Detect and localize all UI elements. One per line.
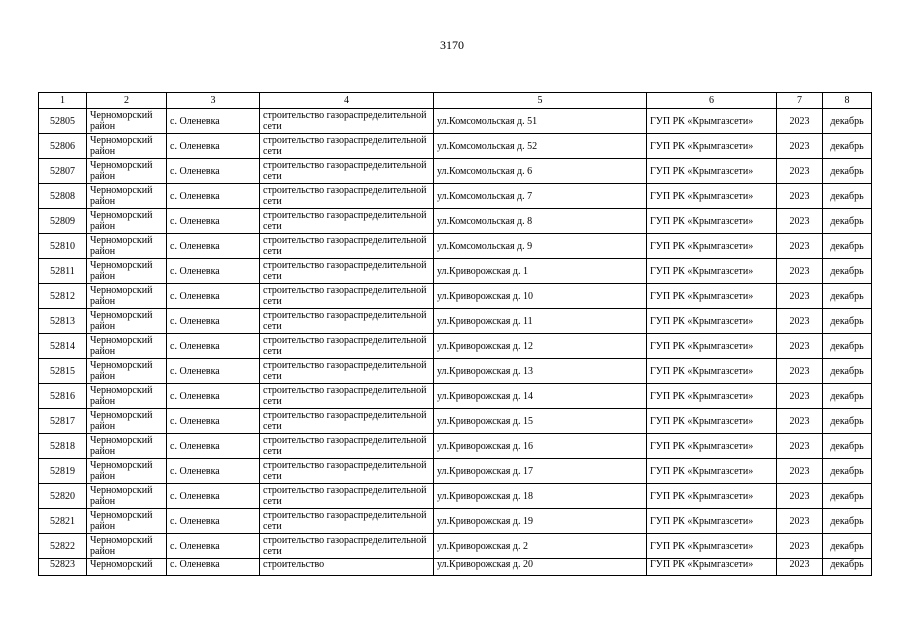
address-cell: ул.Криворожская д. 13 (434, 359, 647, 384)
column-header-1: 1 (39, 93, 87, 109)
table-row (39, 484, 872, 509)
village-cell: с. Оленевка (167, 234, 260, 259)
year-cell: 2023 (777, 534, 823, 559)
address-cell: ул.Криворожская д. 14 (434, 384, 647, 409)
year-cell: 2023 (777, 559, 823, 576)
table-row (39, 109, 872, 134)
year-cell: 2023 (777, 159, 823, 184)
table-row (39, 159, 872, 184)
row-number: 52820 (39, 484, 87, 509)
row-number: 52810 (39, 234, 87, 259)
table-row (39, 384, 872, 409)
address-cell: ул.Криворожская д. 1 (434, 259, 647, 284)
table-row (39, 134, 872, 159)
work-type-cell: строительство газораспределительной сети (260, 109, 434, 134)
table-body (39, 93, 872, 576)
table-row (39, 434, 872, 459)
address-cell: ул.Комсомольская д. 52 (434, 134, 647, 159)
district-cell: Черноморский район (87, 309, 167, 334)
row-number: 52821 (39, 509, 87, 534)
row-number: 52817 (39, 409, 87, 434)
village-cell: с. Оленевка (167, 309, 260, 334)
organization-cell: ГУП РК «Крымгазсети» (647, 334, 777, 359)
month-cell: декабрь (823, 159, 872, 184)
column-header-4: 4 (260, 93, 434, 109)
month-cell: декабрь (823, 409, 872, 434)
year-cell: 2023 (777, 109, 823, 134)
village-cell: с. Оленевка (167, 359, 260, 384)
table-row (39, 559, 872, 576)
gasification-table (38, 92, 872, 576)
year-cell: 2023 (777, 359, 823, 384)
village-cell: с. Оленевка (167, 384, 260, 409)
district-cell: Черноморский район (87, 159, 167, 184)
address-cell: ул.Криворожская д. 11 (434, 309, 647, 334)
address-cell: ул.Криворожская д. 17 (434, 459, 647, 484)
column-header-7: 7 (777, 93, 823, 109)
organization-cell: ГУП РК «Крымгазсети» (647, 484, 777, 509)
village-cell: с. Оленевка (167, 334, 260, 359)
table-row (39, 209, 872, 234)
year-cell: 2023 (777, 309, 823, 334)
work-type-cell: строительство (260, 559, 434, 576)
work-type-cell: строительство газораспределительной сети (260, 234, 434, 259)
address-cell: ул.Криворожская д. 20 (434, 559, 647, 576)
column-header-8: 8 (823, 93, 872, 109)
year-cell: 2023 (777, 434, 823, 459)
village-cell: с. Оленевка (167, 159, 260, 184)
month-cell: декабрь (823, 284, 872, 309)
district-cell: Черноморский район (87, 359, 167, 384)
table-row (39, 234, 872, 259)
work-type-cell: строительство газораспределительной сети (260, 134, 434, 159)
district-cell: Черноморский район (87, 134, 167, 159)
table-row (39, 359, 872, 384)
row-number: 52805 (39, 109, 87, 134)
address-cell: ул.Криворожская д. 15 (434, 409, 647, 434)
month-cell: декабрь (823, 559, 872, 576)
district-cell: Черноморский район (87, 284, 167, 309)
village-cell: с. Оленевка (167, 409, 260, 434)
year-cell: 2023 (777, 509, 823, 534)
header-row (39, 93, 872, 109)
month-cell: декабрь (823, 134, 872, 159)
address-cell: ул.Комсомольская д. 9 (434, 234, 647, 259)
organization-cell: ГУП РК «Крымгазсети» (647, 209, 777, 234)
district-cell: Черноморский район (87, 259, 167, 284)
organization-cell: ГУП РК «Крымгазсети» (647, 159, 777, 184)
address-cell: ул.Криворожская д. 10 (434, 284, 647, 309)
work-type-cell: строительство газораспределительной сети (260, 259, 434, 284)
organization-cell: ГУП РК «Крымгазсети» (647, 384, 777, 409)
month-cell: декабрь (823, 359, 872, 384)
organization-cell: ГУП РК «Крымгазсети» (647, 359, 777, 384)
work-type-cell: строительство газораспределительной сети (260, 509, 434, 534)
table-row (39, 459, 872, 484)
month-cell: декабрь (823, 434, 872, 459)
village-cell: с. Оленевка (167, 534, 260, 559)
village-cell: с. Оленевка (167, 434, 260, 459)
district-cell: Черноморский район (87, 484, 167, 509)
address-cell: ул.Криворожская д. 18 (434, 484, 647, 509)
work-type-cell: строительство газораспределительной сети (260, 409, 434, 434)
work-type-cell: строительство газораспределительной сети (260, 484, 434, 509)
organization-cell: ГУП РК «Крымгазсети» (647, 109, 777, 134)
organization-cell: ГУП РК «Крымгазсети» (647, 309, 777, 334)
month-cell: декабрь (823, 534, 872, 559)
row-number: 52811 (39, 259, 87, 284)
district-cell: Черноморский район (87, 434, 167, 459)
row-number: 52819 (39, 459, 87, 484)
month-cell: декабрь (823, 259, 872, 284)
work-type-cell: строительство газораспределительной сети (260, 309, 434, 334)
table-row (39, 409, 872, 434)
column-header-2: 2 (87, 93, 167, 109)
district-cell: Черноморский район (87, 109, 167, 134)
organization-cell: ГУП РК «Крымгазсети» (647, 534, 777, 559)
row-number: 52816 (39, 384, 87, 409)
table-row (39, 334, 872, 359)
address-cell: ул.Комсомольская д. 51 (434, 109, 647, 134)
row-number: 52809 (39, 209, 87, 234)
year-cell: 2023 (777, 134, 823, 159)
organization-cell: ГУП РК «Крымгазсети» (647, 459, 777, 484)
district-cell: Черноморский (87, 559, 167, 576)
work-type-cell: строительство газораспределительной сети (260, 534, 434, 559)
row-number: 52806 (39, 134, 87, 159)
organization-cell: ГУП РК «Крымгазсети» (647, 409, 777, 434)
work-type-cell: строительство газораспределительной сети (260, 384, 434, 409)
district-cell: Черноморский район (87, 409, 167, 434)
year-cell: 2023 (777, 334, 823, 359)
village-cell: с. Оленевка (167, 259, 260, 284)
district-cell: Черноморский район (87, 534, 167, 559)
address-cell: ул.Комсомольская д. 8 (434, 209, 647, 234)
work-type-cell: строительство газораспределительной сети (260, 359, 434, 384)
year-cell: 2023 (777, 284, 823, 309)
row-number: 52807 (39, 159, 87, 184)
district-cell: Черноморский район (87, 509, 167, 534)
organization-cell: ГУП РК «Крымгазсети» (647, 434, 777, 459)
year-cell: 2023 (777, 409, 823, 434)
work-type-cell: строительство газораспределительной сети (260, 334, 434, 359)
row-number: 52808 (39, 184, 87, 209)
work-type-cell: строительство газораспределительной сети (260, 159, 434, 184)
organization-cell: ГУП РК «Крымгазсети» (647, 509, 777, 534)
row-number: 52823 (39, 559, 87, 576)
table-row (39, 309, 872, 334)
address-cell: ул.Криворожская д. 16 (434, 434, 647, 459)
row-number: 52818 (39, 434, 87, 459)
year-cell: 2023 (777, 259, 823, 284)
village-cell: с. Оленевка (167, 134, 260, 159)
work-type-cell: строительство газораспределительной сети (260, 209, 434, 234)
village-cell: с. Оленевка (167, 509, 260, 534)
column-header-3: 3 (167, 93, 260, 109)
work-type-cell: строительство газораспределительной сети (260, 184, 434, 209)
work-type-cell: строительство газораспределительной сети (260, 284, 434, 309)
year-cell: 2023 (777, 209, 823, 234)
work-type-cell: строительство газораспределительной сети (260, 434, 434, 459)
district-cell: Черноморский район (87, 334, 167, 359)
village-cell: с. Оленевка (167, 459, 260, 484)
row-number: 52815 (39, 359, 87, 384)
village-cell: с. Оленевка (167, 109, 260, 134)
year-cell: 2023 (777, 384, 823, 409)
table-row (39, 284, 872, 309)
address-cell: ул.Криворожская д. 19 (434, 509, 647, 534)
village-cell: с. Оленевка (167, 559, 260, 576)
month-cell: декабрь (823, 509, 872, 534)
year-cell: 2023 (777, 184, 823, 209)
organization-cell: ГУП РК «Крымгазсети» (647, 559, 777, 576)
district-cell: Черноморский район (87, 184, 167, 209)
village-cell: с. Оленевка (167, 209, 260, 234)
month-cell: декабрь (823, 234, 872, 259)
month-cell: декабрь (823, 309, 872, 334)
address-cell: ул.Комсомольская д. 6 (434, 159, 647, 184)
table-row (39, 259, 872, 284)
row-number: 52812 (39, 284, 87, 309)
month-cell: декабрь (823, 484, 872, 509)
year-cell: 2023 (777, 459, 823, 484)
address-cell: ул.Криворожская д. 12 (434, 334, 647, 359)
table-row (39, 509, 872, 534)
organization-cell: ГУП РК «Крымгазсети» (647, 284, 777, 309)
organization-cell: ГУП РК «Крымгазсети» (647, 184, 777, 209)
organization-cell: ГУП РК «Крымгазсети» (647, 234, 777, 259)
district-cell: Черноморский район (87, 384, 167, 409)
row-number: 52822 (39, 534, 87, 559)
month-cell: декабрь (823, 459, 872, 484)
organization-cell: ГУП РК «Крымгазсети» (647, 134, 777, 159)
address-cell: ул.Комсомольская д. 7 (434, 184, 647, 209)
page-number: 3170 (440, 38, 464, 52)
district-cell: Черноморский район (87, 459, 167, 484)
work-type-cell: строительство газораспределительной сети (260, 459, 434, 484)
month-cell: декабрь (823, 384, 872, 409)
month-cell: декабрь (823, 209, 872, 234)
district-cell: Черноморский район (87, 209, 167, 234)
table-row (39, 534, 872, 559)
row-number: 52813 (39, 309, 87, 334)
row-number: 52814 (39, 334, 87, 359)
column-header-6: 6 (647, 93, 777, 109)
column-header-5: 5 (434, 93, 647, 109)
village-cell: с. Оленевка (167, 184, 260, 209)
year-cell: 2023 (777, 234, 823, 259)
table-row (39, 184, 872, 209)
month-cell: декабрь (823, 109, 872, 134)
year-cell: 2023 (777, 484, 823, 509)
district-cell: Черноморский район (87, 234, 167, 259)
village-cell: с. Оленевка (167, 284, 260, 309)
address-cell: ул.Криворожская д. 2 (434, 534, 647, 559)
organization-cell: ГУП РК «Крымгазсети» (647, 259, 777, 284)
month-cell: декабрь (823, 334, 872, 359)
village-cell: с. Оленевка (167, 484, 260, 509)
month-cell: декабрь (823, 184, 872, 209)
